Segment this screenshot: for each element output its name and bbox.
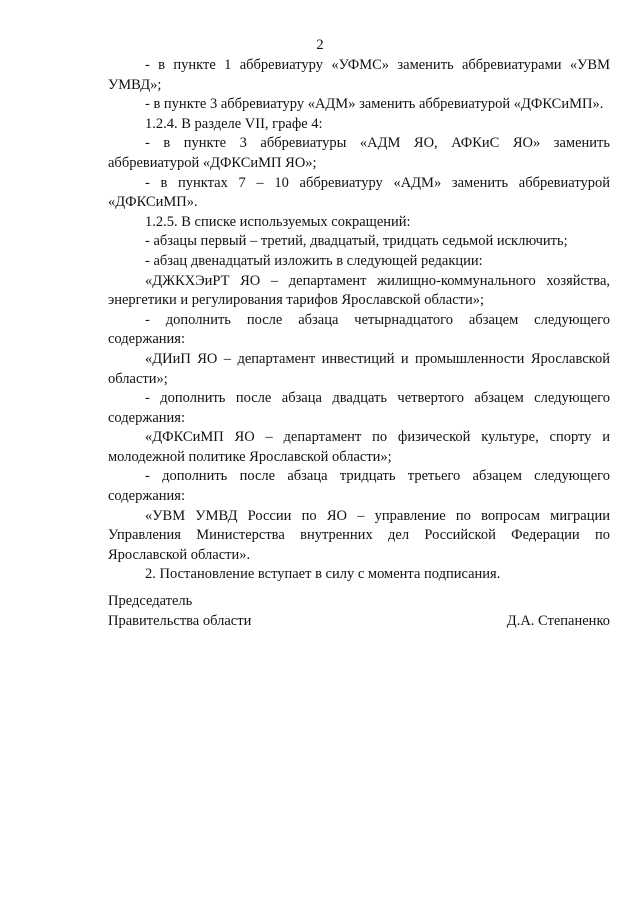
- paragraph: «ДИиП ЯО – департамент инвестиций и промышленности Ярославской области»;: [108, 350, 610, 387]
- signature-block: [108, 592, 610, 631]
- paragraph: «ДФКСиМП ЯО – департамент по физической культуре, спорту и молодежной политике Ярославской области»;: [108, 429, 610, 465]
- paragraph: - дополнить после абзаца четырнадцатого абзацем следующего содержания:: [108, 311, 610, 348]
- paragraph: 1.2.5. В списке используемых сокращений:: [145, 213, 411, 230]
- paragraph: - дополнить после абзаца двадцать четвертого абзацем следующего содержания:: [108, 390, 610, 426]
- signature-row: [108, 612, 610, 632]
- paragraph: - абзац двенадцатый изложить в следующей редакции:: [145, 252, 483, 269]
- signer-name: Д.А. Степаненко: [506, 612, 610, 629]
- page-number: 2: [316, 37, 324, 53]
- signer-position-line2: Правительства области: [108, 612, 252, 629]
- document-body: [108, 56, 610, 585]
- paragraph: 1.2.4. В разделе VII, графе 4:: [145, 115, 323, 132]
- paragraph: - абзацы первый – третий, двадцатый, тридцать седьмой исключить;: [145, 233, 568, 250]
- paragraph: «ДЖКХЭиРТ ЯО – департамент жилищно-коммунального хозяйства, энергетики и регулирования тарифов Ярославской области»;: [108, 272, 610, 309]
- paragraph: 2. Постановление вступает в силу с момента подписания.: [145, 566, 501, 583]
- paragraph: - в пункте 3 аббревиатуру «АДМ» заменить аббревиатурой «ДФКСиМП».: [145, 96, 604, 113]
- paragraph: - в пункте 3 аббревиатуры «АДМ ЯО, АФКиС ЯО» заменить аббревиатурой «ДФКСиМП ЯО»;: [108, 135, 610, 171]
- signer-position-line1: Председатель: [108, 593, 193, 609]
- paragraph: - дополнить после абзаца тридцать третьего абзацем следующего содержания:: [108, 468, 610, 505]
- paragraph: - в пункте 1 аббревиатуру «УФМС» заменить аббревиатурами «УВМ УМВД»;: [108, 57, 610, 93]
- paragraph: «УВМ УМВД России по ЯО – управление по вопросам миграции Управления Министерства внутренних дел Российской Федерации по Ярославской области».: [108, 507, 610, 563]
- paragraph: - в пунктах 7 – 10 аббревиатуру «АДМ» заменить аббревиатурой «ДФКСиМП».: [108, 174, 610, 211]
